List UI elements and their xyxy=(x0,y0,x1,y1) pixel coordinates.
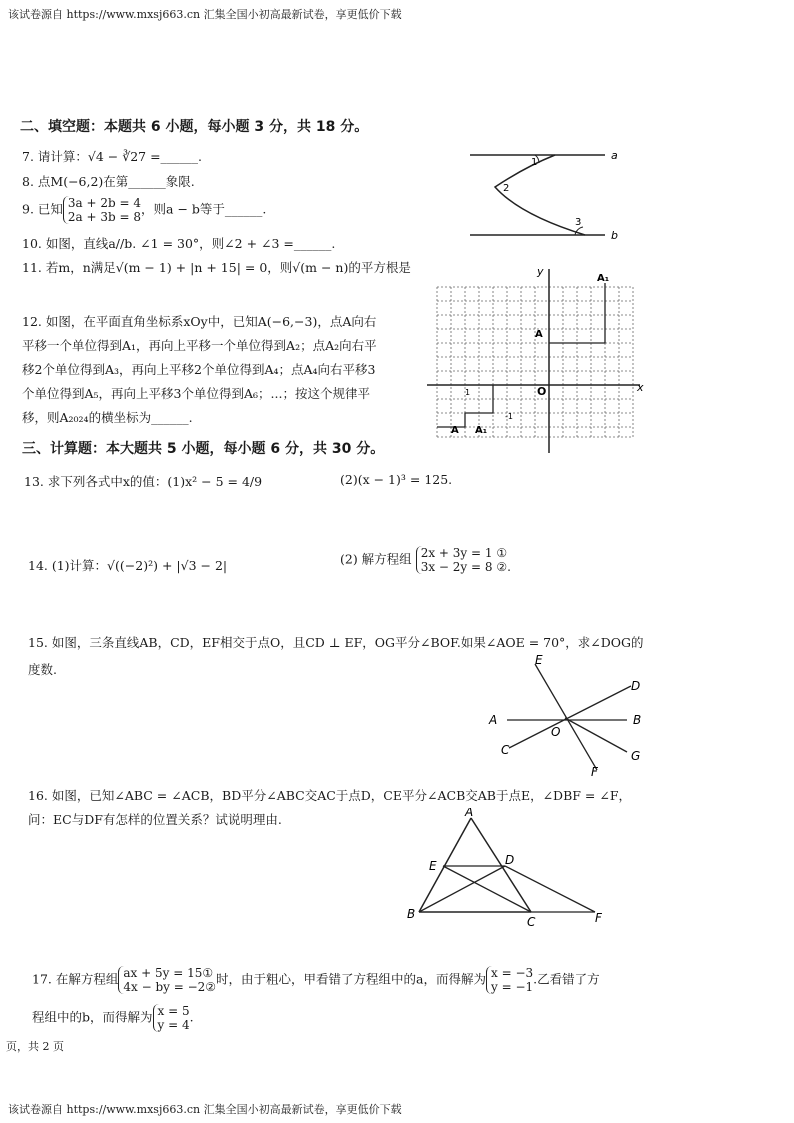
q9-prefix: 9. 已知 xyxy=(22,201,63,217)
q17-solution-b xyxy=(153,1004,190,1032)
fig16-label-e: E xyxy=(429,859,437,873)
question-14b xyxy=(340,546,511,574)
q17-eq2: 4x − by = −2② xyxy=(123,980,217,994)
fig12-label-tick-minus1: -1 xyxy=(505,412,513,421)
question-10: 10. 如图，直线a//b. ∠1 = 30°，则∠2 + ∠3 =______. xyxy=(22,236,336,251)
footer-source-text: 该试卷源自 https://www.mxsj663.cn 汇集全国小初高最新试卷，享更低价下载 xyxy=(8,1103,402,1116)
q14-equation-system xyxy=(416,546,511,574)
question-11: 11. 若m，n满足√(m − 1) + |n + 15| = 0，则√(m − n)的平方根是 xyxy=(22,260,411,275)
section-2-title: 二、填空题：本题共 6 小题，每小题 3 分，共 18 分。 xyxy=(20,119,369,135)
fig16-label-c: C xyxy=(527,915,536,928)
q9-eq1: 3a + 2b = 4 xyxy=(67,196,142,210)
fig10-label-2: 2 xyxy=(503,183,510,194)
fig12-label-a1-bottom: A₁ xyxy=(475,425,488,436)
figure-q15-intersecting-lines xyxy=(485,652,655,777)
fig15-label-a: A xyxy=(489,713,498,727)
fig10-label-1: 1 xyxy=(531,157,538,168)
q17-sol2-y: y = 4 xyxy=(157,1018,190,1032)
fig10-label-3: 3 xyxy=(575,217,582,228)
fig12-label-a-top: A₁ xyxy=(597,273,610,284)
q12-line: 12. 如图，在平面直角坐标系xOy中，已知A(−6,−3)，点A向右 xyxy=(22,314,377,329)
q9-eq2: 2a + 3b = 8 xyxy=(67,210,142,224)
q14-eq2: 3x − 2y = 8 ②. xyxy=(420,560,511,574)
question-7: 7. 请计算：√4 − ∛27 =______. xyxy=(22,149,203,164)
question-12 xyxy=(22,310,377,430)
question-9 xyxy=(22,196,266,224)
q17-solution-a xyxy=(486,966,533,994)
fig12-label-a-mid: A xyxy=(535,329,543,340)
fig10-label-a: a xyxy=(611,149,618,162)
fig16-label-a: A xyxy=(465,808,474,819)
question-13b: (2)(x − 1)³ = 125. xyxy=(340,472,453,487)
figure-q10-parallel-lines xyxy=(465,145,635,245)
fig12-label-tick-1: 1 xyxy=(465,388,471,397)
question-16-line2: 问：EC与DF有怎样的位置关系？试说明理由. xyxy=(28,812,282,827)
fig15-label-b: B xyxy=(633,713,642,727)
fig16-label-f: F xyxy=(595,911,602,925)
q17-equation-system xyxy=(118,966,216,994)
fig12-label-x: x xyxy=(637,381,644,394)
fig16-label-d: D xyxy=(505,853,515,867)
question-15-line1: 15. 如图，三条直线AB，CD，EF相交于点O，且CD ⊥ EF，OG平分∠BOF.如果∠AOE = 70°，求∠DOG的 xyxy=(28,635,644,650)
q17-prefix: 17. 在解方程组 xyxy=(32,971,119,987)
question-8: 8. 点M(−6,2)在第______象限. xyxy=(22,174,195,189)
q17-sol1-x: x = −3 xyxy=(491,966,534,980)
figure-q16-triangle xyxy=(405,808,615,928)
fig15-label-c: C xyxy=(501,743,510,757)
fig16-label-b: B xyxy=(407,907,416,921)
question-17-line2 xyxy=(32,1004,194,1032)
fig15-label-o: O xyxy=(551,725,561,739)
fig10-label-b: b xyxy=(611,229,618,242)
q17-tail: .乙看错了方 xyxy=(533,971,600,987)
fig12-label-y: y xyxy=(537,265,544,278)
page-note: 页，共 2 页 xyxy=(6,1040,64,1053)
q17-eq1: ax + 5y = 15① xyxy=(123,966,214,980)
fig15-label-d: D xyxy=(631,679,641,693)
q14b-prefix: (2) 解方程组 xyxy=(340,551,412,567)
question-17-line1 xyxy=(32,966,600,994)
question-16-line1: 16. 如图，已知∠ABC = ∠ACB，BD平分∠ABC交AC于点D，CE平分∠ACB交AB于点E，∠DBF = ∠F， xyxy=(28,788,632,803)
section-3-title: 三、计算题：本大题共 5 小题，每小题 6 分，共 30 分。 xyxy=(22,441,385,457)
q12-line: 移2个单位得到A₃，再向上平移2个单位得到A₄；点A₄向右平移3 xyxy=(22,362,376,377)
figure-q12-coordinate-grid xyxy=(425,265,645,455)
question-13a: 13. 求下列各式中x的值：(1)x² − 5 = 4/9 xyxy=(24,474,263,489)
header-source-text: 该试卷源自 https://www.mxsj663.cn 汇集全国小初高最新试卷，享更低价下载 xyxy=(8,8,402,21)
fig12-label-a-bottom: A xyxy=(451,425,459,436)
q12-line: 个单位得到A₅，再向上平移3个单位得到A₆；...；按这个规律平 xyxy=(22,386,370,401)
q17-end: . xyxy=(189,1009,194,1025)
q12-line: 平移一个单位得到A₁，再向上平移一个单位得到A₂；点A₂向右平 xyxy=(22,338,377,353)
q9-suffix: ，则a − b等于______. xyxy=(141,201,267,217)
question-15-line2: 度数. xyxy=(28,662,57,677)
fig12-label-origin: O xyxy=(537,385,547,398)
q9-equation-system xyxy=(63,196,141,224)
fig15-label-e: E xyxy=(535,653,543,667)
fig15-label-f: F xyxy=(591,765,598,777)
q17-sol2-x: x = 5 xyxy=(157,1004,190,1018)
q12-line: 移，则A₂₀₂₄的横坐标为______. xyxy=(22,410,193,425)
question-14a: 14. (1)计算：√((−2)²) + |√3 − 2| xyxy=(28,558,228,573)
q17-line2-prefix: 程组中的b，而得解为 xyxy=(32,1009,153,1025)
q17-sol1-y: y = −1 xyxy=(491,980,534,994)
q14-eq1: 2x + 3y = 1 ① xyxy=(420,546,508,560)
fig15-label-g: G xyxy=(631,749,641,763)
q17-mid: 时，由于粗心，甲看错了方程组中的a，而得解为 xyxy=(216,971,487,987)
